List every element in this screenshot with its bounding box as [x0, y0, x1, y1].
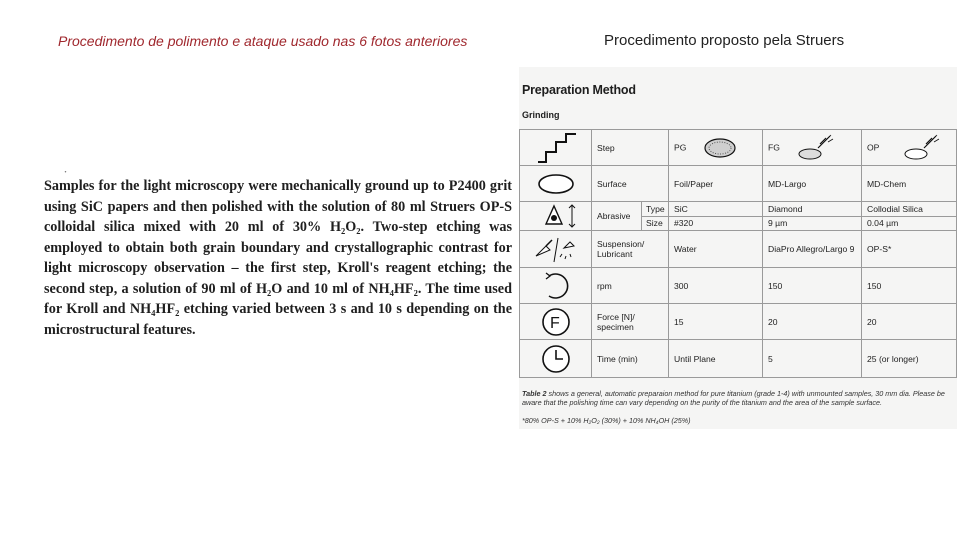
rpm-row [520, 268, 957, 304]
size-pg: #320 [669, 216, 763, 231]
surface-row [520, 166, 957, 202]
pg-header: PG [669, 130, 763, 166]
force-label: Force [N]/ specimen [592, 304, 669, 340]
fg-header: FG [763, 130, 862, 166]
rpm-pg: 300 [669, 268, 763, 304]
rpm-label: rpm [592, 268, 669, 304]
preparation-heading: Preparation Method [522, 83, 636, 97]
time-label: Time (min) [592, 340, 669, 378]
size-op: 0.04 µm [862, 216, 957, 231]
time-row [520, 340, 957, 378]
abrasive-type-row [520, 202, 957, 217]
rpm-op: 150 [862, 268, 957, 304]
surface-fg: MD-Largo [763, 166, 862, 202]
header-row [520, 130, 957, 166]
suspension-label: Suspension/ Lubricant [592, 231, 669, 268]
right-slide-title: Procedimento proposto pela Struers [604, 32, 845, 49]
time-pg: Until Plane [669, 340, 763, 378]
grinding-subheading: Grinding [522, 110, 560, 120]
step-header: Step [592, 130, 669, 166]
op-header: OP [862, 130, 957, 166]
type-op: Collodial Silica [862, 202, 957, 217]
rpm-icon [520, 268, 592, 304]
surface-pg: Foil/Paper [669, 166, 763, 202]
force-row [520, 304, 957, 340]
abrasive-icon [520, 202, 592, 231]
force-op: 20 [862, 304, 957, 340]
rpm-fg: 150 [763, 268, 862, 304]
lubricant-icon [520, 231, 592, 268]
table-footnote: *80% OP-S + 10% H₂O₂ (30%) + 10% NH₄OH (25%) [522, 416, 691, 425]
paper-excerpt [44, 167, 512, 340]
suspension-row [520, 231, 957, 268]
size-label: Size [642, 216, 669, 231]
force-fg: 20 [763, 304, 862, 340]
excerpt-text: Samples for the light microscopy were mechanically ground up to P2400 grit using SiC papers and then polished with the solution of 80 ml Struers OP-S colloidal silica mixed with 20 ml of 30% H₂O₂. Two-step etching was employed to obtain both grain boundary and crystallographic contrast for light microscopy observation – the first step, Kroll's reagent etching; the second step, a solution of 90 ml of H₂O and 10 ml of NH₄HF₂. The time used for Kroll and NH₄HF₂ etching varied between 3 s and 10 s depending on the microstructural features. [44, 178, 512, 338]
time-op: 25 (or longer) [862, 340, 957, 378]
fg-cloth-icon [796, 134, 836, 162]
surface-disc-icon [520, 166, 592, 202]
force-icon [520, 304, 592, 340]
force-pg: 15 [669, 304, 763, 340]
suspension-pg: Water [669, 231, 763, 268]
op-cloth-icon [902, 134, 942, 162]
left-slide-title: Procedimento de polimento e ataque usado nas 6 fotos anteriores [58, 33, 468, 49]
type-fg: Diamond [763, 202, 862, 217]
preparation-table [519, 129, 957, 378]
surface-op: MD-Chem [862, 166, 957, 202]
surface-label: Surface [592, 166, 669, 202]
struers-preparation-panel [519, 67, 957, 429]
svg-text:F: F [549, 314, 560, 332]
size-fg: 9 µm [763, 216, 862, 231]
step-icon [520, 130, 592, 166]
type-label: Type [642, 202, 669, 217]
time-fg: 5 [763, 340, 862, 378]
suspension-op: OP-S* [862, 231, 957, 268]
pg-disc-icon [703, 137, 737, 159]
abrasive-label: Abrasive [592, 202, 642, 231]
table-caption: Table 2 shows a general, automatic preparaion method for pure titanium (grade 1-4) with unmounted samples, 30 mm dia. Please be aware that the polishing time can vary depending on the purity of the titanium and the area of the sample surface. [522, 389, 945, 407]
bullet-mark: · [64, 167, 68, 177]
type-pg: SiC [669, 202, 763, 217]
suspension-fg: DiaPro Allegro/Largo 9 [763, 231, 862, 268]
clock-icon [520, 340, 592, 378]
